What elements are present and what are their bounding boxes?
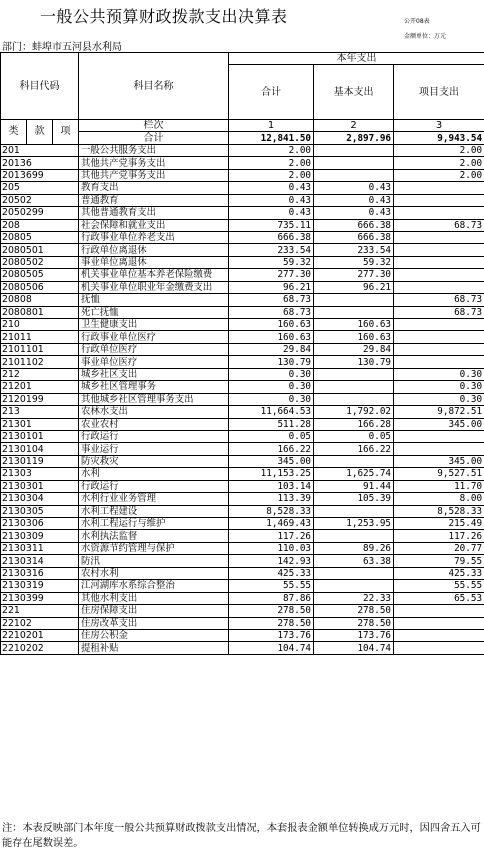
subject-code-cell: 2130305 xyxy=(1,505,79,517)
header-col2: 2 xyxy=(314,120,394,132)
total-cell: 0.43 xyxy=(229,182,314,194)
table-row xyxy=(1,207,484,219)
subject-name-cell: 其他共产党事务支出 xyxy=(79,169,229,181)
project-cell: 11.70 xyxy=(394,480,484,492)
subject-name-cell: 行政单位离退休 xyxy=(79,244,229,256)
total-cell: 104.74 xyxy=(229,642,314,654)
basic-cell: 233.54 xyxy=(314,244,394,256)
table-row xyxy=(1,443,484,455)
subject-code-cell: 2130119 xyxy=(1,455,79,467)
header-year-expenditure: 本年支出 xyxy=(229,53,484,65)
table-row xyxy=(1,605,484,617)
header-lei: 类 xyxy=(1,120,27,145)
table-row xyxy=(1,157,484,169)
subject-name-cell: 普通教育 xyxy=(79,194,229,206)
table-row xyxy=(1,393,484,405)
project-cell: 425.33 xyxy=(394,567,484,579)
total-cell: 2.00 xyxy=(229,169,314,181)
table-row xyxy=(1,418,484,430)
project-cell: 68.73 xyxy=(394,306,484,318)
basic-cell xyxy=(314,381,394,393)
total-cell: 0.30 xyxy=(229,381,314,393)
subject-name-cell: 农业农村 xyxy=(79,418,229,430)
table-row xyxy=(1,505,484,517)
table-row xyxy=(1,356,484,368)
basic-cell xyxy=(314,393,394,405)
header-lanci: 栏次 xyxy=(79,120,229,132)
basic-cell xyxy=(314,368,394,380)
subject-name-cell: 防汛 xyxy=(79,555,229,567)
basic-cell: 91.44 xyxy=(314,480,394,492)
project-cell: 8,528.33 xyxy=(394,505,484,517)
basic-cell xyxy=(314,455,394,467)
header-col3: 3 xyxy=(394,120,484,132)
total-cell: 233.54 xyxy=(229,244,314,256)
header-subject-code: 科目代码 xyxy=(1,53,79,120)
total-cell: 59.32 xyxy=(229,256,314,268)
subject-code-cell: 2080502 xyxy=(1,256,79,268)
total-cell: 55.55 xyxy=(229,580,314,592)
total-cell: 0.30 xyxy=(229,368,314,380)
total-cell: 68.73 xyxy=(229,294,314,306)
subject-name-cell: 防灾救灾 xyxy=(79,455,229,467)
subject-name-cell: 事业单位医疗 xyxy=(79,356,229,368)
table-row xyxy=(1,294,484,306)
basic-cell: 63.38 xyxy=(314,555,394,567)
subject-name-cell: 事业运行 xyxy=(79,443,229,455)
subject-name-cell: 住房保障支出 xyxy=(79,605,229,617)
subject-name-cell: 江河湖库水系综合整治 xyxy=(79,580,229,592)
project-cell xyxy=(394,207,484,219)
subject-name-cell: 提租补贴 xyxy=(79,642,229,654)
project-cell xyxy=(394,256,484,268)
total-cell: 29.84 xyxy=(229,343,314,355)
subject-code-cell: 20805 xyxy=(1,231,79,243)
basic-cell: 130.79 xyxy=(314,356,394,368)
project-cell xyxy=(394,617,484,629)
table-row xyxy=(1,281,484,293)
total-cell: 173.76 xyxy=(229,629,314,641)
table-row xyxy=(1,256,484,268)
subject-code-cell: 201 xyxy=(1,144,79,156)
basic-cell: 0.43 xyxy=(314,182,394,194)
subject-code-cell: 2130309 xyxy=(1,530,79,542)
project-cell: 8.00 xyxy=(394,493,484,505)
subject-name-cell: 城乡社区管理事务 xyxy=(79,381,229,393)
header-project: 项目支出 xyxy=(394,65,484,120)
project-cell xyxy=(394,343,484,355)
total-cell: 2.00 xyxy=(229,144,314,156)
subject-code-cell: 2130316 xyxy=(1,567,79,579)
project-cell xyxy=(394,443,484,455)
table-row xyxy=(1,642,484,654)
table-row xyxy=(1,455,484,467)
subject-name-cell: 行政事业单位养老支出 xyxy=(79,231,229,243)
project-cell xyxy=(394,269,484,281)
subject-code-cell: 21301 xyxy=(1,418,79,430)
total-cell: 166.22 xyxy=(229,443,314,455)
basic-cell: 1,625.74 xyxy=(314,468,394,480)
subject-code-cell: 2050299 xyxy=(1,207,79,219)
basic-cell: 29.84 xyxy=(314,343,394,355)
project-cell: 55.55 xyxy=(394,580,484,592)
sum-project: 9,943.54 xyxy=(394,132,484,144)
subject-code-cell: 2130306 xyxy=(1,518,79,530)
total-cell: 0.05 xyxy=(229,430,314,442)
subject-code-cell: 213 xyxy=(1,406,79,418)
subject-name-cell: 行政事业单位医疗 xyxy=(79,331,229,343)
subject-name-cell: 水资源节约管理与保护 xyxy=(79,542,229,554)
project-cell xyxy=(394,430,484,442)
subject-code-cell: 2210201 xyxy=(1,629,79,641)
basic-cell: 160.63 xyxy=(314,331,394,343)
project-cell: 215.49 xyxy=(394,518,484,530)
header-subject-name: 科目名称 xyxy=(79,53,229,120)
table-row xyxy=(1,567,484,579)
footnote: 注：本表反映部门本年度一般公共预算财政拨款支出情况，本套报表金额单位转换成万元时，因四舍五入可能存在尾数误差。 xyxy=(2,823,481,849)
basic-cell xyxy=(314,580,394,592)
basic-cell: 666.38 xyxy=(314,219,394,231)
subject-code-cell: 2080506 xyxy=(1,281,79,293)
table-row xyxy=(1,406,484,418)
subject-name-cell: 城乡社区支出 xyxy=(79,368,229,380)
header-kuan: 款 xyxy=(27,120,53,145)
total-cell: 96.21 xyxy=(229,281,314,293)
subject-code-cell: 2080501 xyxy=(1,244,79,256)
table-row xyxy=(1,219,484,231)
table-row xyxy=(1,617,484,629)
basic-cell: 89.26 xyxy=(314,542,394,554)
project-cell: 345.00 xyxy=(394,418,484,430)
total-cell: 735.11 xyxy=(229,219,314,231)
project-cell: 0.30 xyxy=(394,393,484,405)
table-row xyxy=(1,480,484,492)
basic-cell: 278.50 xyxy=(314,605,394,617)
subject-name-cell: 行政运行 xyxy=(79,480,229,492)
basic-cell: 0.05 xyxy=(314,430,394,442)
subject-code-cell: 2130311 xyxy=(1,542,79,554)
project-cell xyxy=(394,231,484,243)
table-row xyxy=(1,468,484,480)
basic-cell: 96.21 xyxy=(314,281,394,293)
subject-name-cell: 其他城乡社区管理事务支出 xyxy=(79,393,229,405)
subject-name-cell: 其他共产党事务支出 xyxy=(79,157,229,169)
basic-cell: 278.50 xyxy=(314,617,394,629)
project-cell: 68.73 xyxy=(394,294,484,306)
basic-cell: 666.38 xyxy=(314,231,394,243)
basic-cell: 104.74 xyxy=(314,642,394,654)
project-cell: 20.77 xyxy=(394,542,484,554)
subject-code-cell: 205 xyxy=(1,182,79,194)
subject-code-cell: 20502 xyxy=(1,194,79,206)
total-cell: 87.86 xyxy=(229,592,314,604)
table-row xyxy=(1,231,484,243)
basic-cell xyxy=(314,144,394,156)
subject-name-cell: 水利工程建设 xyxy=(79,505,229,517)
total-cell: 278.50 xyxy=(229,605,314,617)
sum-basic: 2,897.96 xyxy=(314,132,394,144)
basic-cell xyxy=(314,157,394,169)
table-row xyxy=(1,144,484,156)
basic-cell: 277.30 xyxy=(314,269,394,281)
total-cell: 278.50 xyxy=(229,617,314,629)
project-cell: 0.30 xyxy=(394,368,484,380)
table-row xyxy=(1,182,484,194)
total-cell: 11,664.53 xyxy=(229,406,314,418)
project-cell: 9,527.51 xyxy=(394,468,484,480)
table-row xyxy=(1,381,484,393)
total-cell: 277.30 xyxy=(229,269,314,281)
subject-code-cell: 208 xyxy=(1,219,79,231)
total-cell: 8,528.33 xyxy=(229,505,314,517)
subject-name-cell: 农林水支出 xyxy=(79,406,229,418)
table-row xyxy=(1,629,484,641)
table-row xyxy=(1,194,484,206)
project-cell xyxy=(394,194,484,206)
report-title: 一般公共预算财政拨款支出决算表 xyxy=(40,7,288,26)
sum-total: 12,841.50 xyxy=(229,132,314,144)
project-cell: 2.00 xyxy=(394,144,484,156)
subject-name-cell: 住房改革支出 xyxy=(79,617,229,629)
subject-name-cell: 事业单位离退休 xyxy=(79,256,229,268)
subject-code-cell: 2130301 xyxy=(1,480,79,492)
basic-cell: 160.63 xyxy=(314,319,394,331)
basic-cell xyxy=(314,169,394,181)
project-cell: 68.73 xyxy=(394,219,484,231)
total-cell: 110.03 xyxy=(229,542,314,554)
subject-name-cell: 死亡抚恤 xyxy=(79,306,229,318)
basic-cell xyxy=(314,306,394,318)
subject-code-cell: 21303 xyxy=(1,468,79,480)
subject-code-cell: 2080505 xyxy=(1,269,79,281)
header-col1: 1 xyxy=(229,120,314,132)
total-cell: 68.73 xyxy=(229,306,314,318)
table-row xyxy=(1,368,484,380)
basic-cell: 59.32 xyxy=(314,256,394,268)
subject-name-cell: 抚恤 xyxy=(79,294,229,306)
total-cell: 0.30 xyxy=(229,393,314,405)
basic-cell: 0.43 xyxy=(314,207,394,219)
project-cell xyxy=(394,281,484,293)
subject-code-cell: 2101102 xyxy=(1,356,79,368)
subject-name-cell: 行政运行 xyxy=(79,430,229,442)
subject-code-cell: 2013699 xyxy=(1,169,79,181)
subject-code-cell: 2130101 xyxy=(1,430,79,442)
table-row xyxy=(1,592,484,604)
total-cell: 160.63 xyxy=(229,331,314,343)
project-cell xyxy=(394,331,484,343)
subject-name-cell: 水利 xyxy=(79,468,229,480)
department-label: 部门：蚌埠市五河县水利局 xyxy=(2,42,122,53)
basic-cell: 105.39 xyxy=(314,493,394,505)
subject-name-cell: 教育支出 xyxy=(79,182,229,194)
subject-name-cell: 行政单位医疗 xyxy=(79,343,229,355)
total-cell: 425.33 xyxy=(229,567,314,579)
table-row xyxy=(1,269,484,281)
project-cell: 2.00 xyxy=(394,157,484,169)
subject-code-cell: 2130104 xyxy=(1,443,79,455)
subject-code-cell: 2210202 xyxy=(1,642,79,654)
header-total: 合计 xyxy=(229,65,314,120)
table-row xyxy=(1,580,484,592)
basic-cell: 166.28 xyxy=(314,418,394,430)
table-row xyxy=(1,530,484,542)
total-cell: 142.93 xyxy=(229,555,314,567)
subject-name-cell: 机关事业单位基本养老保险缴费 xyxy=(79,269,229,281)
project-cell xyxy=(394,642,484,654)
total-cell: 1,469.43 xyxy=(229,518,314,530)
project-cell: 0.30 xyxy=(394,381,484,393)
total-cell: 117.26 xyxy=(229,530,314,542)
subject-code-cell: 210 xyxy=(1,319,79,331)
subject-name-cell: 其他水利支出 xyxy=(79,592,229,604)
project-cell xyxy=(394,244,484,256)
table-row xyxy=(1,319,484,331)
subject-name-cell: 农村水利 xyxy=(79,567,229,579)
subject-name-cell: 社会保障和就业支出 xyxy=(79,219,229,231)
subject-code-cell: 21201 xyxy=(1,381,79,393)
total-cell: 113.39 xyxy=(229,493,314,505)
basic-cell: 173.76 xyxy=(314,629,394,641)
total-cell: 160.63 xyxy=(229,319,314,331)
subject-name-cell: 住房公积金 xyxy=(79,629,229,641)
subject-name-cell: 水利行业业务管理 xyxy=(79,493,229,505)
project-cell xyxy=(394,182,484,194)
subject-name-cell: 水利工程运行与维护 xyxy=(79,518,229,530)
subject-code-cell: 2101101 xyxy=(1,343,79,355)
table-row xyxy=(1,542,484,554)
table-row xyxy=(1,518,484,530)
project-cell: 2.00 xyxy=(394,169,484,181)
total-cell: 0.43 xyxy=(229,194,314,206)
table-row xyxy=(1,343,484,355)
subject-name-cell: 水利执法监督 xyxy=(79,530,229,542)
basic-cell: 22.33 xyxy=(314,592,394,604)
table-row xyxy=(1,244,484,256)
subject-code-cell: 22102 xyxy=(1,617,79,629)
table-row xyxy=(1,169,484,181)
basic-cell: 166.22 xyxy=(314,443,394,455)
total-cell: 0.43 xyxy=(229,207,314,219)
project-cell: 79.55 xyxy=(394,555,484,567)
subject-name-cell: 一般公共服务支出 xyxy=(79,144,229,156)
total-cell: 11,153.25 xyxy=(229,468,314,480)
basic-cell: 1,792.02 xyxy=(314,406,394,418)
basic-cell: 0.43 xyxy=(314,194,394,206)
total-cell: 345.00 xyxy=(229,455,314,467)
total-cell: 130.79 xyxy=(229,356,314,368)
subject-code-cell: 212 xyxy=(1,368,79,380)
subject-code-cell: 20136 xyxy=(1,157,79,169)
project-cell xyxy=(394,319,484,331)
project-cell: 345.00 xyxy=(394,455,484,467)
table-row xyxy=(1,331,484,343)
subject-code-cell: 221 xyxy=(1,605,79,617)
subject-code-cell: 2130304 xyxy=(1,493,79,505)
project-cell xyxy=(394,356,484,368)
subject-code-cell: 21011 xyxy=(1,331,79,343)
subject-code-cell: 2130314 xyxy=(1,555,79,567)
table-row xyxy=(1,493,484,505)
header-xiang: 项 xyxy=(53,120,79,145)
project-cell xyxy=(394,605,484,617)
sum-label: 合计 xyxy=(79,132,229,144)
project-cell xyxy=(394,629,484,641)
unit-label: 金额单位：万元 xyxy=(404,33,447,40)
basic-cell xyxy=(314,505,394,517)
basic-cell xyxy=(314,294,394,306)
project-cell: 9,872.51 xyxy=(394,406,484,418)
expenditure-table xyxy=(0,52,484,655)
subject-code-cell: 2120199 xyxy=(1,393,79,405)
subject-code-cell: 2080801 xyxy=(1,306,79,318)
subject-code-cell: 20808 xyxy=(1,294,79,306)
table-row xyxy=(1,306,484,318)
total-cell: 103.14 xyxy=(229,480,314,492)
table-row xyxy=(1,555,484,567)
basic-cell xyxy=(314,530,394,542)
project-cell: 65.53 xyxy=(394,592,484,604)
subject-code-cell: 2130399 xyxy=(1,592,79,604)
total-cell: 2.00 xyxy=(229,157,314,169)
total-cell: 511.28 xyxy=(229,418,314,430)
form-code: 公开08表 xyxy=(404,18,430,25)
subject-name-cell: 其他普通教育支出 xyxy=(79,207,229,219)
basic-cell: 1,253.95 xyxy=(314,518,394,530)
total-cell: 666.38 xyxy=(229,231,314,243)
table-row xyxy=(1,430,484,442)
basic-cell xyxy=(314,567,394,579)
header-basic: 基本支出 xyxy=(314,65,394,120)
subject-name-cell: 机关事业单位职业年金缴费支出 xyxy=(79,281,229,293)
project-cell: 117.26 xyxy=(394,530,484,542)
subject-name-cell: 卫生健康支出 xyxy=(79,319,229,331)
subject-code-cell: 2130319 xyxy=(1,580,79,592)
